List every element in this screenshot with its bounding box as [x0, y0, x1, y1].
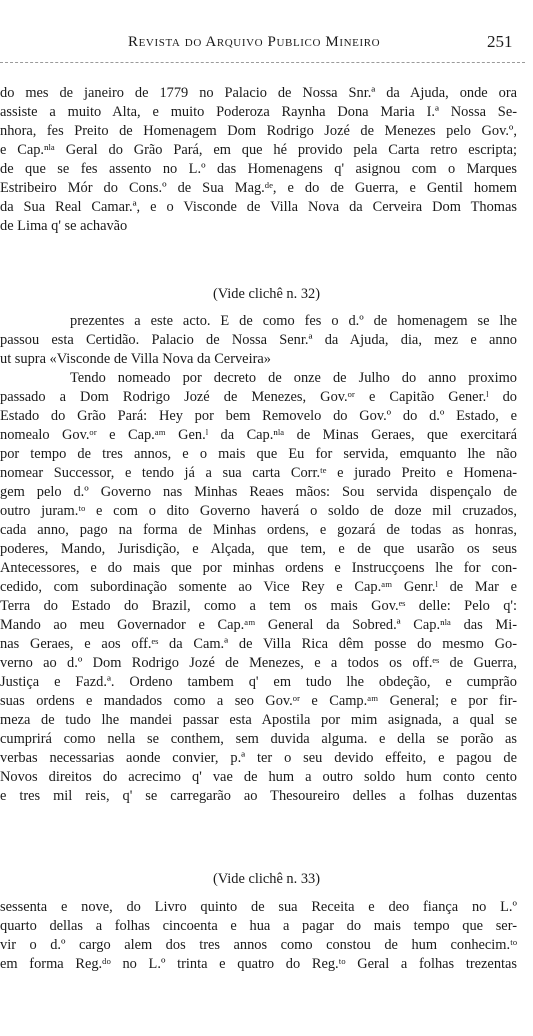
journal-title: Revista do Arquivo Publico Mineiro [128, 34, 381, 50]
text-line: assiste a muito Alta, e muito Poderoza Raynha Dona Maria I.ª Nossa Se- [0, 104, 517, 120]
text-line: Justiça e Fazd.ª. Ordeno tambem q' em tudo lhe obdeção, e cumprão [0, 674, 517, 690]
text-line: suas ordens e mandados como a seo Gov.ᵒʳ e Camp.ᵃᵐ General; e por fir- [0, 693, 517, 709]
text-line: gem pelo d.º Governo nas Minhas Reaes mãos: Sou servida dispençalo de [0, 484, 517, 500]
header-rule [0, 62, 525, 63]
text-line: por tempo de tres annos, e o mais que Eu for servida, emquanto lhe não [0, 446, 517, 462]
text-line: nhora, fes Preito de Homenagem Dom Rodrigo Jozé de Menezes pelo Gov.º, [0, 123, 517, 139]
text-line: prezentes a este acto. E de como fes o d.º de homenagem se lhe [70, 313, 517, 329]
paragraph-homenagem [0, 84, 533, 236]
cliche-caption-33: (Vide clichê n. 33) [212, 871, 321, 887]
text-line: Tendo nomeado por decreto de onze de Julho do anno proximo [70, 370, 517, 386]
text-line: do mes de janeiro de 1779 no Palacio de Nossa Snr.ª da Ajuda, onde ora [0, 85, 517, 101]
text-line: nomealo Gov.ᵒʳ e Cap.ᵃᵐ Gen.ˡ da Cap.ⁿˡᵃ de Minas Geraes, que exercitará [0, 427, 517, 443]
text-line: nomear Successor, e tendo já a sua carta Corr.ᵗᵉ e jurado Preito e Homena- [0, 465, 517, 481]
text-line: nas Geraes, e aos off.ᵉˢ da Cam.ª de Villa Rica dêm posse do mesmo Go- [0, 636, 517, 652]
text-line: Terra do Estado do Brazil, como a tem os mais Gov.ᵉˢ delle: Pelo q': [0, 598, 517, 614]
text-line: cumprirá como nella se conthem, sem duvida alguma. e della se porão as [0, 731, 517, 747]
text-line: poderes, Mando, Jurisdição, e Alçada, que tem, e de que usarão os seus [0, 541, 517, 557]
text-line: verbas necessarias aonde convier, p.ª ter o seu devido effeito, e pagou de [0, 750, 517, 766]
text-line: em forma Reg.ᵈᵒ no L.º trinta e quatro do Reg.ᵗᵒ Geral a folhas trezentas [0, 956, 517, 972]
text-line: meza de tudo lhe mandei passar esta Apostila por mim asignada, a qual se [0, 712, 517, 728]
text-line: outro juram.ᵗᵒ e com o dito Governo haverá o soldo de doze mil cruzados, [0, 503, 517, 519]
text-line: sessenta e nove, do Livro quinto de sua Receita e deo fiança no L.º [0, 899, 517, 915]
text-line: Novos direitos do acrecimo q' vae de hum a outro soldo hum conto cento [0, 769, 517, 785]
cliche-caption-32: (Vide clichê n. 32) [212, 286, 321, 302]
page-number: 251 [487, 32, 513, 51]
text-line: de que se fes assento no L.º das Homenagens q' asignou com o Marques [0, 161, 517, 177]
text-line: passou esta Certidão. Palacio de Nossa Senr.ª da Ajuda, dia, mez e anno [0, 332, 517, 348]
text-line: cedido, com subordinação somente ao Vice Rey e Cap.ᵃᵐ Genr.ˡ de Mar e [0, 579, 517, 595]
text-line: quarto dellas a folhas cincoenta e hua a pagar do mais tempo que ser- [0, 918, 517, 934]
text-line: Estado do Grão Pará: Hey por bem Removelo do Gov.º do d.º Estado, e [0, 408, 517, 424]
text-line: Mando ao meu Governador e Cap.ᵃᵐ General da Sobred.ª Cap.ⁿˡᵃ das Mi- [0, 617, 517, 633]
running-header [0, 34, 533, 56]
text-line: e tres mil reis, q' se carregarão ao Thesoureiro delles a folhas duzentas [0, 788, 517, 804]
text-line: da Sua Real Camar.ª, e o Visconde de Villa Nova da Cerveira Dom Thomas [0, 199, 517, 215]
text-line: vir o d.º cargo alem dos tres annos como constou de hum conhecim.ᵗᵒ [0, 937, 517, 953]
text-line: passado a Dom Rodrigo Jozé de Menezes, Gov.ᵒʳ e Capitão Gener.ˡ do [0, 389, 517, 405]
text-line: e Cap.ⁿˡᵃ Geral do Grão Pará, em que hé provido pela Carta retro escripta; [0, 142, 517, 158]
paragraph-apostila [0, 312, 533, 806]
text-line: Antecessores, e do mais que por minhas ordens e Instrucçoens lhe for con- [0, 560, 517, 576]
text-line: cada anno, pago na forma de Minhas ordens, e gozará de todas as honras, [0, 522, 517, 538]
text-line: de Lima q' se achavão [0, 218, 128, 234]
text-line: ut supra «Visconde de Villa Nova da Cerveira» [0, 351, 271, 367]
text-line: verno ao d.º Dom Rodrigo Jozé de Menezes, e a todos os off.ᵉˢ de Guerra, [0, 655, 517, 671]
text-line: Estribeiro Mór do Cons.º de Sua Mag.ᵈᵉ, e do de Guerra, e Gentil homem [0, 180, 517, 196]
paragraph-fianca [0, 898, 533, 974]
